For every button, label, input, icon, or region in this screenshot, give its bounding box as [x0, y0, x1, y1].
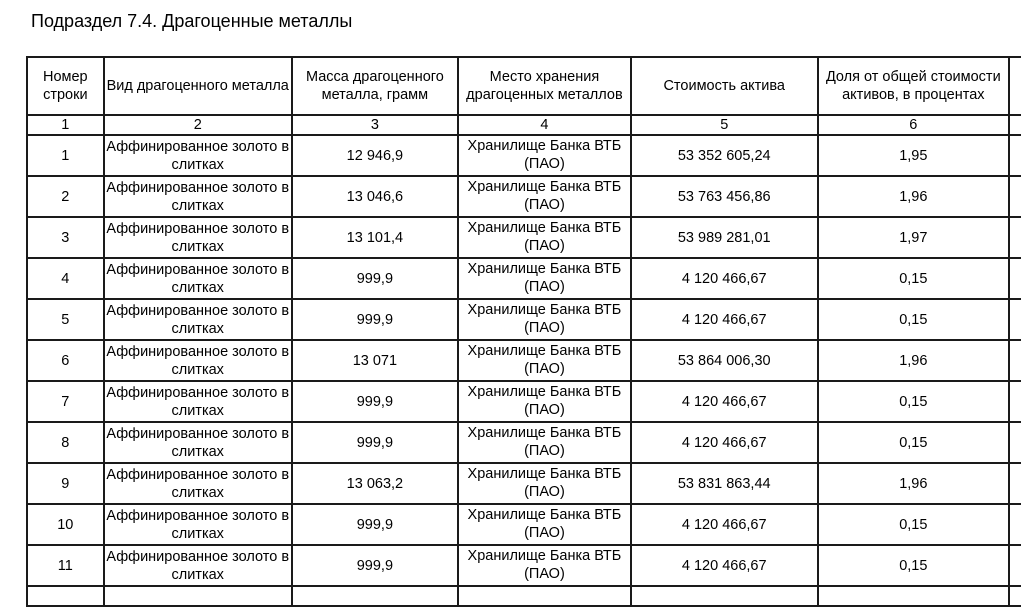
extra-cell: [1009, 217, 1021, 258]
extra-cell: [1009, 463, 1021, 504]
cell-mass: 13 101,4: [292, 217, 458, 258]
table-row: [27, 258, 1021, 299]
cell-metal-type: Аффинированное золото в слитках: [104, 176, 292, 217]
column-number: 5: [631, 115, 818, 135]
cell-share: 0,15: [818, 258, 1010, 299]
column-number: 2: [104, 115, 292, 135]
column-number: 3: [292, 115, 458, 135]
cell-row-number: 10: [27, 504, 104, 545]
cell-mass: 999,9: [292, 381, 458, 422]
table-row: [27, 504, 1021, 545]
cell-mass: 999,9: [292, 299, 458, 340]
cell-storage-place: Хранилище Банка ВТБ (ПАО): [458, 545, 631, 586]
cell-asset-value: 4 120 466,67: [631, 299, 818, 340]
extra-cell: [1009, 545, 1021, 586]
header-storage-place: Место хранения драгоценных металлов: [458, 57, 631, 115]
cell-mass: 13 071: [292, 340, 458, 381]
cell-mass: 999,9: [292, 545, 458, 586]
extra-cell: [1009, 504, 1021, 545]
cell-metal-type: Аффинированное золото в слитках: [104, 340, 292, 381]
cell-metal-type: Аффинированное золото в слитках: [104, 135, 292, 176]
cell-row-number: 3: [27, 217, 104, 258]
cell-storage-place: Хранилище Банка ВТБ (ПАО): [458, 258, 631, 299]
cell-row-number: 5: [27, 299, 104, 340]
empty-cell: [1009, 586, 1021, 606]
cell-storage-place: Хранилище Банка ВТБ (ПАО): [458, 176, 631, 217]
extra-cell: [1009, 340, 1021, 381]
cell-row-number: 7: [27, 381, 104, 422]
column-number: 6: [818, 115, 1010, 135]
empty-cell: [27, 586, 104, 606]
table-row: [27, 463, 1021, 504]
cell-asset-value: 4 120 466,67: [631, 381, 818, 422]
cell-share: 0,15: [818, 381, 1010, 422]
column-number: 1: [27, 115, 104, 135]
cell-row-number: 8: [27, 422, 104, 463]
cell-storage-place: Хранилище Банка ВТБ (ПАО): [458, 340, 631, 381]
header-asset-value: Стоимость актива: [631, 57, 818, 115]
cell-metal-type: Аффинированное золото в слитках: [104, 299, 292, 340]
column-number-row: [27, 115, 1021, 135]
empty-cell: [818, 586, 1010, 606]
cell-asset-value: 4 120 466,67: [631, 545, 818, 586]
cell-share: 1,97: [818, 217, 1010, 258]
cell-storage-place: Хранилище Банка ВТБ (ПАО): [458, 504, 631, 545]
cell-share: 1,96: [818, 463, 1010, 504]
cell-asset-value: 53 352 605,24: [631, 135, 818, 176]
column-number: 4: [458, 115, 631, 135]
cell-share: 1,96: [818, 176, 1010, 217]
table-row: [27, 422, 1021, 463]
cell-share: 1,95: [818, 135, 1010, 176]
header-mass: Масса драгоценного металла, грамм: [292, 57, 458, 115]
cell-row-number: 4: [27, 258, 104, 299]
table-row: [27, 381, 1021, 422]
extra-cell: [1009, 299, 1021, 340]
table-row: [27, 299, 1021, 340]
cell-metal-type: Аффинированное золото в слитках: [104, 463, 292, 504]
cell-share: 0,15: [818, 299, 1010, 340]
extra-cell: [1009, 381, 1021, 422]
cell-share: 0,15: [818, 422, 1010, 463]
cell-metal-type: Аффинированное золото в слитках: [104, 545, 292, 586]
header-share: Доля от общей стоимости активов, в процентах: [818, 57, 1010, 115]
empty-cell: [104, 586, 292, 606]
extra-cell: [1009, 258, 1021, 299]
extra-cell: [1009, 422, 1021, 463]
table-row-partial: [27, 586, 1021, 606]
cell-mass: 999,9: [292, 504, 458, 545]
cell-mass: 13 063,2: [292, 463, 458, 504]
table-row: [27, 135, 1021, 176]
cell-mass: 13 046,6: [292, 176, 458, 217]
table-row: [27, 340, 1021, 381]
cell-metal-type: Аффинированное золото в слитках: [104, 381, 292, 422]
cell-asset-value: 4 120 466,67: [631, 422, 818, 463]
extra-cell: [1009, 115, 1021, 135]
cell-asset-value: 53 763 456,86: [631, 176, 818, 217]
cell-asset-value: 53 989 281,01: [631, 217, 818, 258]
section-title: Подраздел 7.4. Драгоценные металлы: [31, 11, 353, 31]
extra-cell: [1009, 176, 1021, 217]
cell-asset-value: 4 120 466,67: [631, 504, 818, 545]
cell-row-number: 1: [27, 135, 104, 176]
cell-asset-value: 53 831 863,44: [631, 463, 818, 504]
cell-metal-type: Аффинированное золото в слитках: [104, 422, 292, 463]
table-row: [27, 545, 1021, 586]
precious-metals-table: [26, 56, 1021, 607]
table-row: [27, 176, 1021, 217]
cell-metal-type: Аффинированное золото в слитках: [104, 258, 292, 299]
cell-row-number: 11: [27, 545, 104, 586]
cell-row-number: 9: [27, 463, 104, 504]
cell-asset-value: 53 864 006,30: [631, 340, 818, 381]
empty-cell: [631, 586, 818, 606]
extra-cell: [1009, 135, 1021, 176]
header-row-number: Номер строки: [27, 57, 104, 115]
empty-cell: [292, 586, 458, 606]
cell-share: 0,15: [818, 545, 1010, 586]
cell-mass: 12 946,9: [292, 135, 458, 176]
cell-row-number: 2: [27, 176, 104, 217]
cell-metal-type: Аффинированное золото в слитках: [104, 217, 292, 258]
cell-row-number: 6: [27, 340, 104, 381]
cell-storage-place: Хранилище Банка ВТБ (ПАО): [458, 381, 631, 422]
cell-mass: 999,9: [292, 422, 458, 463]
header-extra-column: [1009, 57, 1021, 115]
cell-metal-type: Аффинированное золото в слитках: [104, 504, 292, 545]
cell-storage-place: Хранилище Банка ВТБ (ПАО): [458, 463, 631, 504]
cell-asset-value: 4 120 466,67: [631, 258, 818, 299]
cell-storage-place: Хранилище Банка ВТБ (ПАО): [458, 135, 631, 176]
table-row: [27, 217, 1021, 258]
header-metal-type: Вид драгоценного металла: [104, 57, 292, 115]
cell-share: 1,96: [818, 340, 1010, 381]
empty-cell: [458, 586, 631, 606]
cell-storage-place: Хранилище Банка ВТБ (ПАО): [458, 422, 631, 463]
cell-mass: 999,9: [292, 258, 458, 299]
cell-storage-place: Хранилище Банка ВТБ (ПАО): [458, 299, 631, 340]
cell-storage-place: Хранилище Банка ВТБ (ПАО): [458, 217, 631, 258]
cell-share: 0,15: [818, 504, 1010, 545]
header-row: [27, 57, 1021, 115]
